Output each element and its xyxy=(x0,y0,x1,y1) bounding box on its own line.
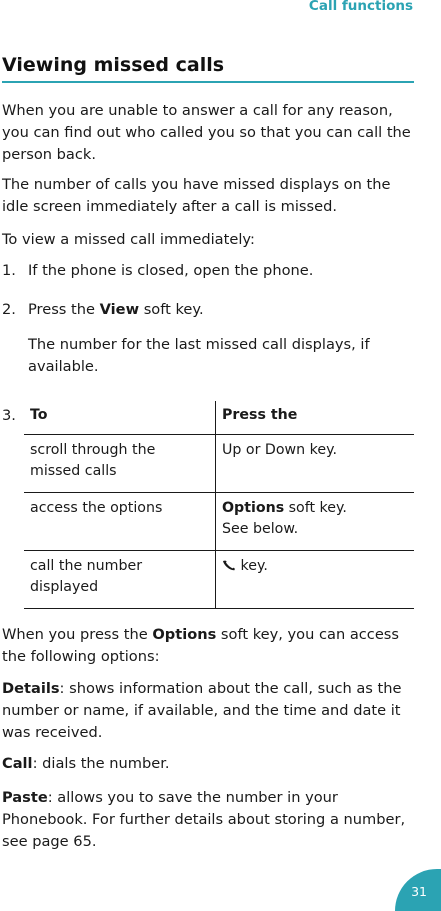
step-2-number: 2. xyxy=(2,301,16,318)
option-desc: : allows you to save the number in your Phonebook. For further details about storing a number, see page 65. xyxy=(2,789,406,850)
option-desc: : dials the number. xyxy=(32,755,170,772)
intro-paragraph: When you are unable to answer a call for any reason, you can find out who called you so that you can call the person back. xyxy=(2,102,411,163)
press-line2: See below. xyxy=(222,521,299,537)
title-underline xyxy=(2,81,414,83)
option-name: Details xyxy=(2,680,60,697)
table-cell-press xyxy=(216,551,415,609)
step-2-note: The number for the last missed call displays, if available. xyxy=(28,336,370,375)
table-cell-to: call the number displayed xyxy=(24,551,216,609)
view-instruction: To view a missed call immediately: xyxy=(2,231,255,248)
option-paste xyxy=(2,787,412,853)
options-key-label: Options xyxy=(222,500,285,516)
view-key-label: View xyxy=(99,301,140,318)
step-2-text xyxy=(28,299,413,321)
press-rest: key. xyxy=(236,558,268,574)
option-details xyxy=(2,678,412,744)
step-2-post: soft key. xyxy=(139,301,204,318)
table-header-row xyxy=(24,401,414,435)
option-call xyxy=(2,753,412,775)
option-name: Paste xyxy=(2,789,48,806)
option-name: Call xyxy=(2,755,33,772)
section-header: Call functions xyxy=(308,0,413,14)
column-header-to: To xyxy=(24,401,216,435)
options-intro-post: soft key, you can access the following options: xyxy=(2,626,400,665)
options-intro xyxy=(2,624,412,668)
actions-table xyxy=(24,401,414,609)
page-number: 31 xyxy=(411,884,427,899)
step-2-pre: Press the xyxy=(28,301,100,318)
table-row xyxy=(24,435,414,493)
options-intro-bold: Options xyxy=(152,626,217,643)
column-header-press: Press the xyxy=(216,401,415,435)
table-cell-to: scroll through the missed calls xyxy=(24,435,216,493)
table-cell-to: access the options xyxy=(24,493,216,551)
table-cell-press xyxy=(216,493,415,551)
step-1-text: If the phone is closed, open the phone. xyxy=(28,262,314,279)
options-intro-pre: When you press the xyxy=(2,626,153,643)
table-cell-press: Up or Down key. xyxy=(216,435,415,493)
missed-count-paragraph: The number of calls you have missed displays on the idle screen immediately after a call is missed. xyxy=(2,176,391,215)
table-row xyxy=(24,551,414,609)
press-rest: soft key. xyxy=(284,500,347,516)
table-row xyxy=(24,493,414,551)
step-1-number: 1. xyxy=(2,262,16,279)
step-3-number: 3. xyxy=(2,407,16,424)
send-key-icon xyxy=(222,557,236,569)
option-desc: : shows information about the call, such as the number or name, if available, and the time and date it was received. xyxy=(2,680,402,741)
page-title: Viewing missed calls xyxy=(2,54,225,76)
